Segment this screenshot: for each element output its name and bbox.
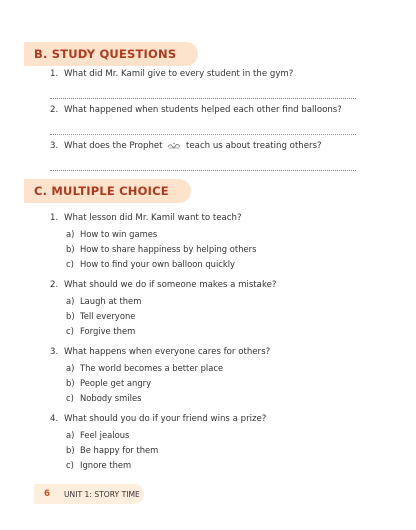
mc-option[interactable]	[66, 244, 256, 254]
question-text-before: What does the Prophet	[64, 141, 163, 151]
question-text: What lesson did Mr. Kamil want to teach?	[64, 213, 242, 223]
question-text: What did Mr. Kamil give to every student in the gym?	[64, 69, 294, 79]
question-text-after: teach us about treating others?	[186, 141, 322, 151]
study-question-1	[50, 69, 293, 79]
question-number: 2.	[50, 280, 59, 290]
section-c-header	[24, 179, 191, 203]
option-letter: a)	[66, 229, 75, 239]
option-text: Nobody smiles	[80, 393, 142, 403]
section-b-header	[24, 42, 198, 66]
mc-option[interactable]	[66, 363, 223, 373]
mc-question-2	[50, 280, 276, 290]
option-letter: c)	[66, 259, 74, 269]
question-text: What happened when students helped each other find balloons?	[64, 105, 342, 115]
answer-line-2[interactable]	[50, 134, 356, 135]
option-letter: c)	[66, 460, 74, 470]
page-number: 6	[44, 489, 50, 499]
option-letter: c)	[66, 393, 74, 403]
study-question-2	[50, 105, 342, 115]
option-letter: b)	[66, 378, 75, 388]
mc-option[interactable]	[66, 393, 141, 403]
option-text: People get angry	[80, 378, 152, 388]
mc-option[interactable]	[66, 229, 157, 239]
unit-label: UNIT 1: STORY TIME	[63, 489, 140, 499]
option-text: Feel jealous	[80, 430, 130, 440]
page-footer	[34, 484, 144, 504]
mc-question-4	[50, 414, 266, 424]
option-letter: b)	[66, 445, 75, 455]
option-letter: a)	[66, 430, 75, 440]
question-number: 1.	[50, 69, 59, 79]
option-letter: c)	[66, 326, 74, 336]
mc-option[interactable]	[66, 430, 129, 440]
mc-option[interactable]	[66, 311, 135, 321]
mc-option[interactable]	[66, 326, 135, 336]
option-text: Laugh at them	[80, 296, 142, 306]
question-number: 1.	[50, 213, 59, 223]
option-text: How to share happiness by helping others	[80, 244, 257, 254]
option-text: Forgive them	[80, 326, 136, 336]
mc-option[interactable]	[66, 445, 158, 455]
mc-option[interactable]	[66, 378, 151, 388]
option-letter: a)	[66, 363, 75, 373]
option-letter: b)	[66, 311, 75, 321]
question-text: What should we do if someone makes a mistake?	[64, 280, 277, 290]
question-text: What should you do if your friend wins a prize?	[64, 414, 267, 424]
option-text: How to win games	[80, 229, 158, 239]
section-b-title: B. STUDY QUESTIONS	[34, 47, 177, 61]
question-number: 3.	[50, 347, 59, 357]
mc-option[interactable]	[66, 296, 141, 306]
option-text: Ignore them	[80, 460, 132, 470]
section-c-title: C. MULTIPLE CHOICE	[34, 184, 169, 198]
question-number: 3.	[50, 141, 59, 151]
option-letter: b)	[66, 244, 75, 254]
study-question-3	[50, 141, 322, 151]
mc-question-3	[50, 347, 270, 357]
answer-line-1[interactable]	[50, 98, 356, 99]
option-text: How to find your own balloon quickly	[80, 259, 236, 269]
option-text: Tell everyone	[80, 311, 136, 321]
option-text: Be happy for them	[80, 445, 159, 455]
mc-option[interactable]	[66, 259, 235, 269]
mc-question-1	[50, 213, 242, 223]
option-letter: a)	[66, 296, 75, 306]
question-text: What happens when everyone cares for others?	[64, 347, 271, 357]
answer-line-3[interactable]	[50, 170, 356, 171]
question-number: 2.	[50, 105, 59, 115]
question-number: 4.	[50, 414, 59, 424]
mc-option[interactable]	[66, 460, 131, 470]
pbuh-calligraphy-icon	[167, 142, 181, 149]
option-text: The world becomes a better place	[80, 363, 224, 373]
